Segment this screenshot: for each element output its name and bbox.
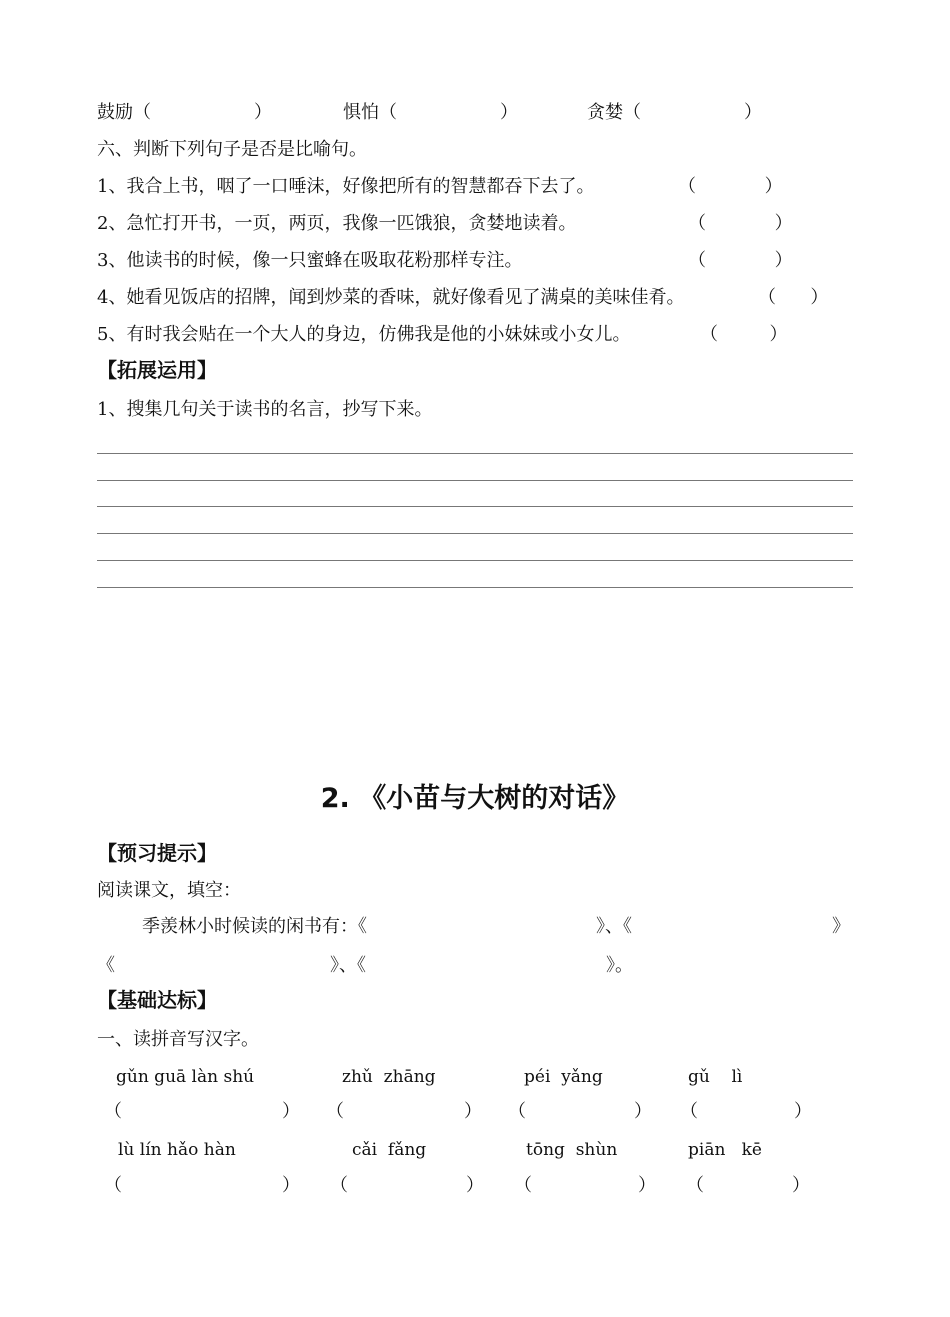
answer-line xyxy=(97,560,853,561)
q6-item-4-blank: （ ） xyxy=(758,287,829,308)
preview-line-2-close: 》。 xyxy=(606,955,633,976)
blank-open: （ xyxy=(680,1101,698,1122)
extend-heading: 【拓展运用】 xyxy=(97,358,217,382)
q6-item-1-blank: （ ） xyxy=(678,176,783,197)
preview-line-2-open: 《 xyxy=(97,955,115,976)
answer-line xyxy=(97,533,853,534)
word-blank-guli: 鼓励（ ） xyxy=(97,102,272,123)
q6-item-5-blank: （ ） xyxy=(700,324,788,345)
lesson-title: 2. 《小苗与大树的对话》 xyxy=(320,783,630,814)
word-blank-tanlan: 贪婪（ ） xyxy=(587,102,762,123)
basic-heading: 【基础达标】 xyxy=(97,988,217,1012)
preview-line-2-mid: 》、《 xyxy=(330,955,366,976)
pinyin-item: tōng shùn xyxy=(526,1140,618,1160)
answer-line xyxy=(97,453,853,454)
q6-item-2: 2、急忙打开书，一页，两页，我像一匹饿狼，贪婪地读着。 xyxy=(97,213,577,234)
pinyin-item: lù lín hǎo hàn xyxy=(118,1140,236,1160)
blank-open: （ xyxy=(104,1175,122,1196)
pinyin-item: zhǔ zhāng xyxy=(342,1067,436,1087)
answer-line xyxy=(97,506,853,507)
q6-item-3: 3、他读书的时候，像一只蜜蜂在吸取花粉那样专注。 xyxy=(97,250,523,271)
q6-item-1: 1、我合上书，咽了一口唾沫，好像把所有的智慧都吞下去了。 xyxy=(97,176,595,197)
q6-item-2-blank: （ ） xyxy=(688,213,793,234)
blank-open: （ xyxy=(514,1175,532,1196)
word-blank-jupa: 惧怕（ ） xyxy=(343,102,518,123)
answer-line xyxy=(97,587,853,588)
q6-title: 六、判断下列句子是否是比喻句。 xyxy=(97,139,367,160)
q1-title: 一、读拼音写汉字。 xyxy=(97,1029,259,1050)
blank-close: ） xyxy=(466,1175,484,1196)
pinyin-item: gǔ lì xyxy=(688,1067,743,1087)
q6-item-5: 5、有时我会贴在一个大人的身边，仿佛我是他的小妹妹或小女儿。 xyxy=(97,324,631,345)
preview-mark-1: 》、《 xyxy=(596,916,632,937)
blank-close: ） xyxy=(464,1101,482,1122)
blank-close: ） xyxy=(634,1101,652,1122)
blank-close: ） xyxy=(282,1175,300,1196)
answer-line xyxy=(97,480,853,481)
blank-open: （ xyxy=(686,1175,704,1196)
preview-line-1: 季羡林小时候读的闲书有：《 xyxy=(142,916,367,937)
preview-mark-2: 》 xyxy=(832,916,850,937)
q6-item-4: 4、她看见饭店的招牌，闻到炒菜的香味，就好像看见了满桌的美味佳肴。 xyxy=(97,287,685,308)
blank-open: （ xyxy=(330,1175,348,1196)
pinyin-item: piān kē xyxy=(688,1140,762,1160)
pinyin-item: péi yǎng xyxy=(524,1067,603,1087)
pinyin-item: cǎi fǎng xyxy=(352,1140,427,1160)
q6-item-3-blank: （ ） xyxy=(688,250,793,271)
blank-close: ） xyxy=(638,1175,656,1196)
preview-instruction: 阅读课文，填空： xyxy=(97,880,241,901)
blank-open: （ xyxy=(104,1101,122,1122)
pinyin-item: gǔn guā làn shú xyxy=(116,1067,255,1087)
blank-close: ） xyxy=(792,1175,810,1196)
preview-heading: 【预习提示】 xyxy=(97,841,217,865)
blank-open: （ xyxy=(508,1101,526,1122)
extend-question-1: 1、搜集几句关于读书的名言，抄写下来。 xyxy=(97,399,433,420)
blank-close: ） xyxy=(794,1101,812,1122)
blank-open: （ xyxy=(326,1101,344,1122)
blank-close: ） xyxy=(282,1101,300,1122)
